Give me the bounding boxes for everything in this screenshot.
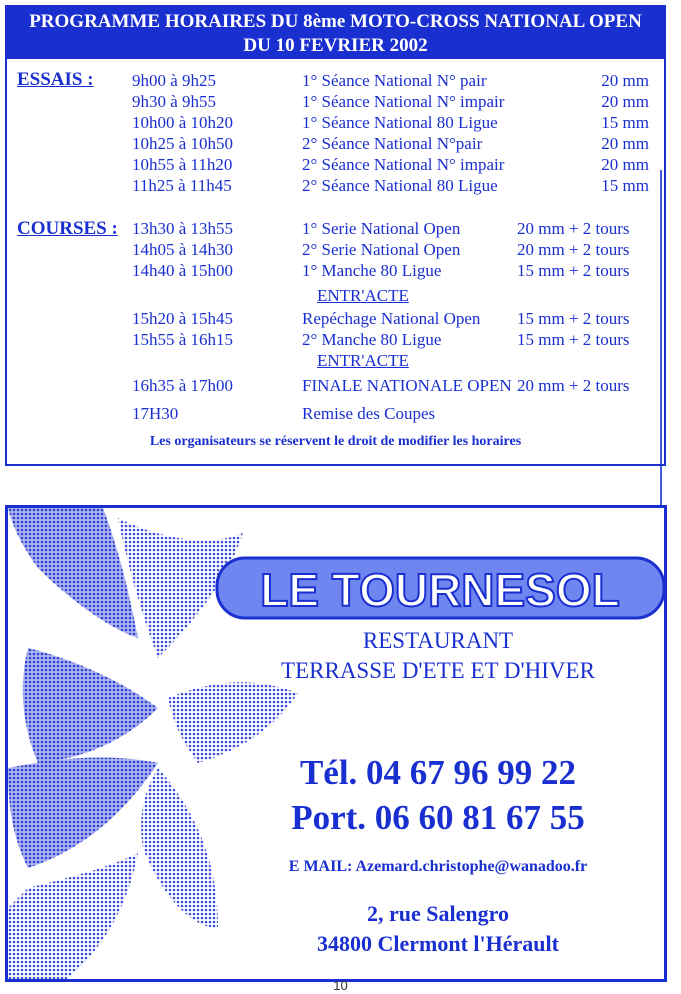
essai-row xyxy=(7,70,664,92)
course-duration: 15 mm + 2 tours xyxy=(517,330,630,349)
essai-event: 2° Séance National N°pair xyxy=(302,134,483,153)
essai-time: 9h00 à 9h25 xyxy=(132,71,217,90)
course-time: 14h05 à 14h30 xyxy=(132,240,234,259)
course-duration: 15 mm + 2 tours xyxy=(517,261,630,280)
course-time: 14h40 à 15h00 xyxy=(132,261,234,280)
course-time: 16h35 à 17h00 xyxy=(132,376,234,395)
terrasse-label: TERRASSE D'ETE ET D'HIVER xyxy=(281,658,595,683)
programme-title-line1: PROGRAMME HORAIRES DU 8ème MOTO-CROSS NATIONAL OPEN xyxy=(29,11,642,32)
course-time: 15h20 à 15h45 xyxy=(132,309,234,328)
essai-time: 9h30 à 9h55 xyxy=(132,92,217,111)
essais-label: ESSAIS : xyxy=(17,69,94,90)
course-row xyxy=(7,308,664,330)
course-duration: 15 mm + 2 tours xyxy=(517,309,630,328)
course-event: 2° Serie National Open xyxy=(302,240,461,259)
essai-time: 10h00 à 10h20 xyxy=(132,113,234,132)
course-event: Remise des Coupes xyxy=(302,404,436,423)
restaurant-label: RESTAURANT xyxy=(362,628,514,653)
email-line xyxy=(208,858,667,876)
address-city: 34800 Clermont l'Hérault xyxy=(317,931,559,956)
programme-title-line2: DU 10 FEVRIER 2002 xyxy=(243,35,428,56)
courses-label: COURSES : xyxy=(17,218,118,239)
course-event: Repéchage National Open xyxy=(302,309,481,328)
programme-header xyxy=(7,7,664,59)
essai-row xyxy=(7,175,664,197)
entracte-label: ENTR'ACTE xyxy=(317,351,409,370)
course-duration: 20 mm + 2 tours xyxy=(517,219,630,238)
course-row xyxy=(7,239,664,261)
essai-duration: 20 mm xyxy=(601,134,649,153)
entracte-label: ENTR'ACTE xyxy=(317,286,409,305)
address-street: 2, rue Salengro xyxy=(367,901,509,926)
course-row xyxy=(7,329,664,351)
email-address: Azemard.christophe@wanadoo.fr xyxy=(355,858,588,875)
course-time: 17H30 xyxy=(132,404,179,423)
page-number: 10 xyxy=(333,978,348,993)
essai-row xyxy=(7,133,664,155)
logo-text: LE TOURNESOL xyxy=(260,564,620,616)
essai-row xyxy=(7,91,664,113)
programme-box xyxy=(5,5,666,466)
essai-time: 10h55 à 11h20 xyxy=(132,155,233,174)
course-event: 1° Manche 80 Ligue xyxy=(302,261,442,280)
essai-event: 1° Séance National N° impair xyxy=(302,92,505,111)
essai-time: 11h25 à 11h45 xyxy=(132,176,232,195)
le-tournesol-logo xyxy=(213,548,667,628)
essai-row xyxy=(7,154,664,176)
essai-duration: 15 mm xyxy=(601,113,649,132)
essai-duration: 20 mm xyxy=(601,155,649,174)
course-row xyxy=(7,403,664,425)
course-row xyxy=(7,375,664,397)
essai-duration: 15 mm xyxy=(601,176,649,195)
essai-event: 2° Séance National 80 Ligue xyxy=(302,176,498,195)
course-time: 13h30 à 13h55 xyxy=(132,219,234,238)
course-duration: 20 mm + 2 tours xyxy=(517,376,630,395)
course-event: FINALE NATIONALE OPEN xyxy=(302,376,512,395)
course-duration: 20 mm + 2 tours xyxy=(517,240,630,259)
course-event: 2° Manche 80 Ligue xyxy=(302,330,442,349)
essai-duration: 20 mm xyxy=(601,71,649,90)
course-row xyxy=(7,218,664,240)
course-event: 1° Serie National Open xyxy=(302,219,461,238)
essai-event: 1° Séance National N° pair xyxy=(302,71,487,90)
essai-event: 2° Séance National N° impair xyxy=(302,155,505,174)
essai-event: 1° Séance National 80 Ligue xyxy=(302,113,498,132)
course-row xyxy=(7,260,664,282)
essai-row xyxy=(7,112,664,134)
mobile-number: Port. 06 60 81 67 55 xyxy=(291,798,585,837)
course-time: 15h55 à 16h15 xyxy=(132,330,234,349)
telephone-number: Tél. 04 67 96 99 22 xyxy=(299,753,577,792)
programme-note: Les organisateurs se réservent le droit de modifier les horaires xyxy=(149,434,522,449)
essai-time: 10h25 à 10h50 xyxy=(132,134,234,153)
restaurant-ad xyxy=(5,505,667,982)
essai-duration: 20 mm xyxy=(601,92,649,111)
email-label: E MAIL: xyxy=(288,858,353,875)
